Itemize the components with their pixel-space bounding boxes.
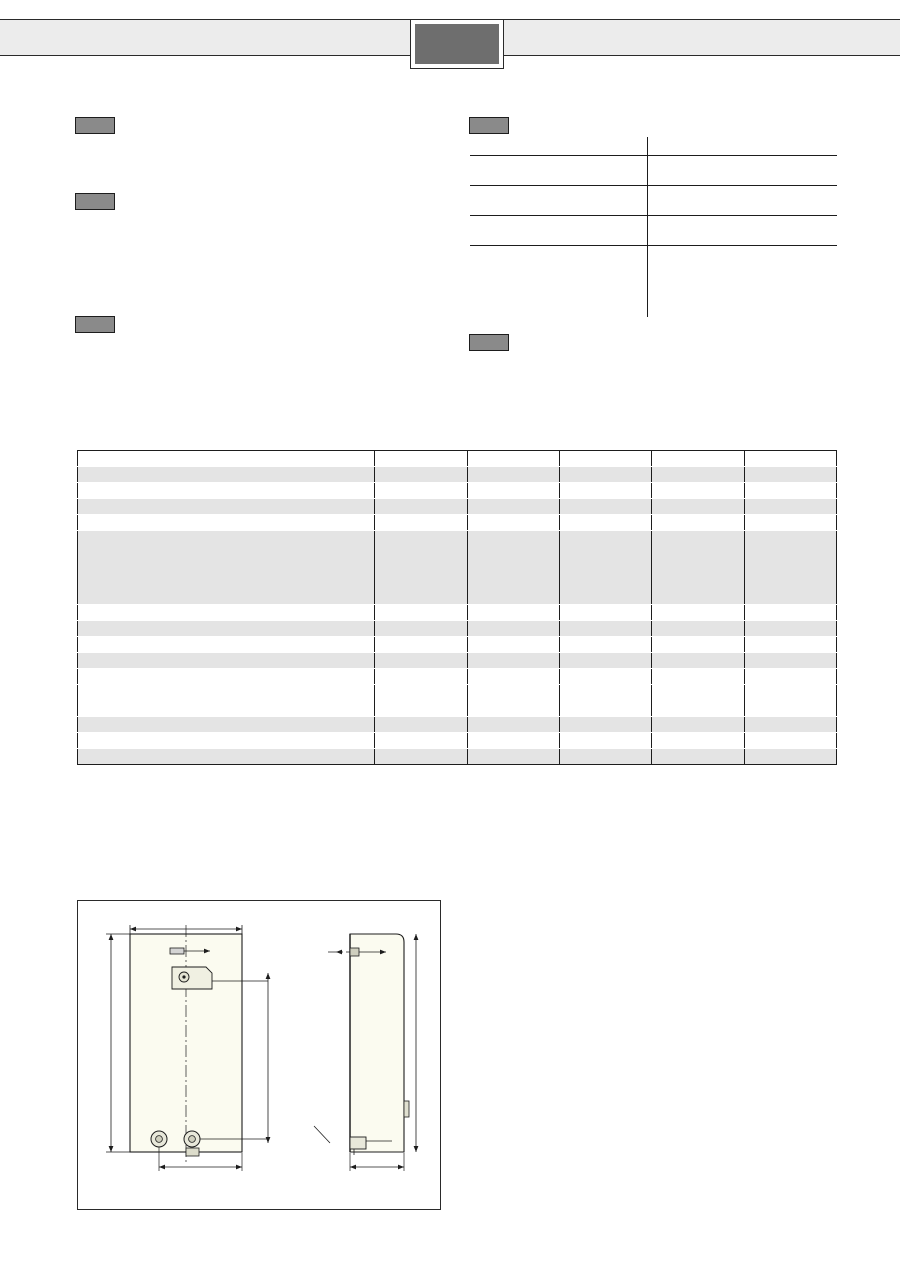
cell-label (78, 531, 375, 605)
section-chip-1 (75, 117, 115, 134)
cell-value (467, 605, 559, 621)
cell-label (78, 733, 375, 749)
cell-value (375, 637, 467, 653)
specification-table (77, 450, 837, 765)
cell-label (78, 653, 375, 669)
table-row (78, 531, 837, 605)
cell-value (467, 451, 559, 467)
table-row (78, 717, 837, 733)
cell-value (652, 467, 744, 483)
cell-value (652, 605, 744, 621)
cell-value (375, 621, 467, 637)
cell-value (375, 685, 467, 717)
table-row (78, 483, 837, 499)
cell-value (375, 451, 467, 467)
cell-value (652, 637, 744, 653)
table-row (78, 669, 837, 685)
cell-label (78, 499, 375, 515)
cell-value (375, 531, 467, 605)
table-row (78, 685, 837, 717)
cell-value (652, 451, 744, 467)
table-row (78, 515, 837, 531)
cell-value (375, 483, 467, 499)
cell-value (467, 637, 559, 653)
table-row (78, 749, 837, 765)
cell-value (744, 499, 836, 515)
cell-value (467, 685, 559, 717)
cell-value (467, 515, 559, 531)
cell-value (467, 669, 559, 685)
panel-knob-centre-icon (182, 975, 185, 978)
cell-value (559, 531, 651, 605)
cell-value (652, 499, 744, 515)
cell-value (467, 621, 559, 637)
dimension-arrow-icon (398, 1165, 404, 1170)
cell-value (652, 669, 744, 685)
cell-value (744, 653, 836, 669)
dimension-arrow-icon (350, 1165, 356, 1170)
water-connection-right-bore (189, 1136, 196, 1143)
cell-value (652, 685, 744, 717)
cell-value (467, 653, 559, 669)
logo-mark-icon (415, 24, 499, 64)
specification-table-body (78, 451, 837, 765)
cell-value (744, 637, 836, 653)
manufacturer-logo (410, 19, 504, 69)
dimension-arrow-icon (109, 1146, 114, 1152)
cell-value (559, 733, 651, 749)
cell-value (744, 717, 836, 733)
cell-label (78, 749, 375, 765)
cell-value (559, 605, 651, 621)
dimension-arrow-icon (236, 927, 242, 932)
dimension-arrow-icon (109, 934, 114, 940)
cell-label (78, 637, 375, 653)
cell-value (559, 515, 651, 531)
cell-label (78, 621, 375, 637)
side-callout-leader (314, 1126, 330, 1143)
cell-value (744, 749, 836, 765)
cell-value (559, 685, 651, 717)
side-connection-block (350, 1137, 366, 1149)
cell-value (559, 451, 651, 467)
dimension-arrow-icon (130, 927, 136, 932)
summary-column-divider (647, 137, 648, 317)
control-panel-outline (172, 967, 212, 989)
cell-value (744, 605, 836, 621)
cell-value (375, 605, 467, 621)
cell-value (467, 467, 559, 483)
dimension-arrow-icon (159, 1165, 165, 1170)
cell-value (744, 483, 836, 499)
cell-value (375, 499, 467, 515)
cell-value (467, 499, 559, 515)
cell-value (744, 733, 836, 749)
section-chip-2 (75, 193, 115, 210)
cell-value (467, 483, 559, 499)
cell-label (78, 515, 375, 531)
table-row (78, 605, 837, 621)
cell-value (467, 717, 559, 733)
cell-value (744, 669, 836, 685)
cell-value (652, 749, 744, 765)
cell-value (375, 467, 467, 483)
cell-value (559, 749, 651, 765)
cell-value (375, 749, 467, 765)
cell-value (559, 621, 651, 637)
cell-label (78, 605, 375, 621)
cell-label (78, 483, 375, 499)
dimension-arrow-icon (266, 973, 271, 979)
side-wall-bracket (350, 948, 359, 956)
cell-value (559, 717, 651, 733)
dimension-arrow-icon (414, 1146, 419, 1152)
table-row (78, 499, 837, 515)
cell-label (78, 717, 375, 733)
cell-value (652, 483, 744, 499)
cell-value (559, 499, 651, 515)
cell-label (78, 669, 375, 685)
table-row (78, 467, 837, 483)
cell-value (375, 733, 467, 749)
dimension-arrow-icon (414, 934, 419, 940)
cell-value (467, 749, 559, 765)
water-connection-left-bore (156, 1136, 163, 1143)
dimension-arrow-icon (336, 950, 342, 955)
cell-label (78, 451, 375, 467)
cell-value (467, 531, 559, 605)
cell-value (559, 467, 651, 483)
cell-value (652, 733, 744, 749)
cell-value (652, 717, 744, 733)
section-chip-4 (469, 117, 509, 134)
table-row (78, 653, 837, 669)
side-view-body (350, 934, 404, 1152)
summary-row-divider (470, 155, 837, 156)
table-row (78, 733, 837, 749)
summary-row-divider (470, 215, 837, 216)
cell-label (78, 467, 375, 483)
table-row (78, 451, 837, 467)
cell-label (78, 685, 375, 717)
cell-value (652, 515, 744, 531)
cell-value (744, 467, 836, 483)
cell-value (744, 685, 836, 717)
dimension-arrow-icon (266, 1137, 271, 1143)
summary-row-divider (470, 185, 837, 186)
dimension-drawing-svg (78, 901, 440, 1209)
cell-value (559, 669, 651, 685)
cell-value (559, 637, 651, 653)
side-front-cover-tab (404, 1101, 409, 1117)
table-row (78, 637, 837, 653)
cell-value (652, 531, 744, 605)
cell-value (744, 451, 836, 467)
cell-value (744, 531, 836, 605)
section-chip-5 (469, 334, 509, 351)
section-chip-3 (75, 316, 115, 333)
cell-value (744, 621, 836, 637)
cable-gland (186, 1148, 199, 1156)
dimension-drawing (77, 900, 441, 1210)
cell-value (652, 621, 744, 637)
table-row (78, 621, 837, 637)
dimension-arrow-icon (236, 1165, 242, 1170)
cell-value (375, 669, 467, 685)
wall-bracket-slot (170, 948, 184, 954)
cell-value (467, 733, 559, 749)
cell-value (652, 653, 744, 669)
cell-value (375, 717, 467, 733)
cell-value (744, 515, 836, 531)
cell-value (559, 483, 651, 499)
cell-value (375, 653, 467, 669)
cell-value (559, 653, 651, 669)
summary-row-divider (470, 245, 837, 246)
cell-value (375, 515, 467, 531)
